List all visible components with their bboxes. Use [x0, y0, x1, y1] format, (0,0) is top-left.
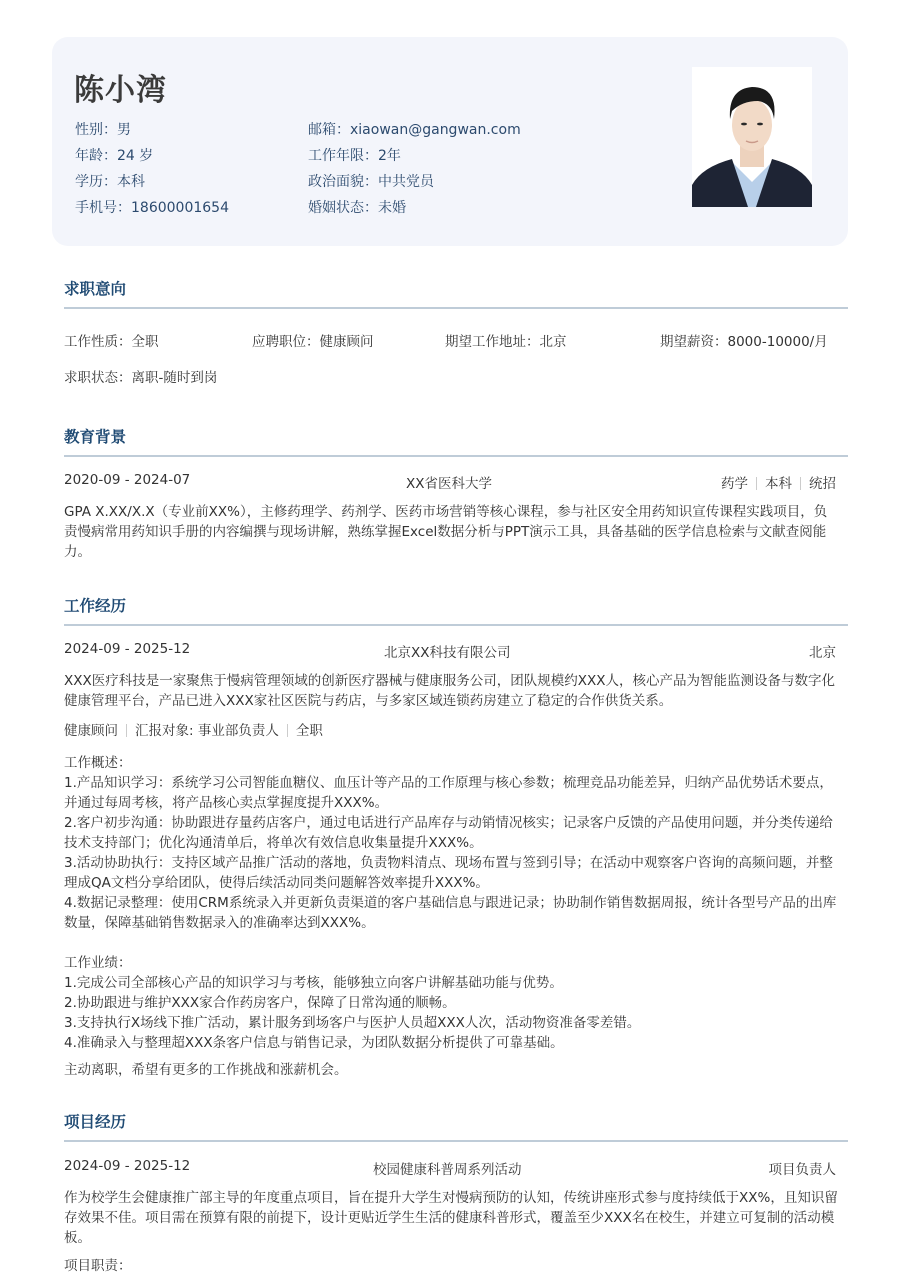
school-name: XX省医科大学 — [406, 476, 492, 492]
project-description: 作为校学生会健康推广部主导的年度重点项目，旨在提升大学生对慢病预防的认知，传统讲座形式参与度持续低于XX%，且知识留存效果不佳。项目需在预算有限的前提下，设计更贴近学生生活的健康科普形式，覆盖至少XXX名在校生，并建立可复制的活动模板。 — [64, 1190, 838, 1246]
section-project — [64, 1110, 848, 1274]
section-title: 项目经历 — [64, 1113, 127, 1131]
field-position: 应聘职位：健康顾问 — [252, 334, 374, 350]
profile-header — [52, 37, 848, 246]
overview-item: 2.客户初步沟通：协助跟进存量药店客户，通过电话进行产品库存与动销情况核实；记录客户反馈的产品使用问题，并分类传递给技术支持部门；优化沟通清单后，将单次有效信息收集量提升XXX%。 — [64, 815, 833, 851]
overview-item: 1.产品知识学习：系统学习公司智能血糖仪、血压计等产品的工作原理与核心参数；梳理竞品功能差异，归纳产品优势话术要点，并通过每周考核，将产品核心卖点掌握度提升XXX%。 — [64, 775, 833, 811]
overview-item: 3.活动协助执行：支持区域产品推广活动的落地，负责物料清点、现场布置与签到引导；在活动中观察客户咨询的高频问题，并整理成QA文档分享给团队，使得后续活动同类问题解答效率提升XXX%。 — [64, 855, 833, 891]
tag-separator — [800, 477, 801, 490]
candidate-name: 陈小湾 — [74, 73, 167, 108]
info-education: 学历：本科 — [75, 174, 145, 190]
education-description: GPA X.XX/X.X（专业前XX%），主修药理学、药剂学、医药市场营销等核心课程，参与社区安全用药知识宣传课程实践项目，负责慢病常用药知识手册的内容编撰与现场讲解，熟练掌握Excel数据分析与PPT演示工具，具备基础的医学信息检索与文献查阅能力。 — [64, 504, 828, 560]
leave-reason: 主动离职，希望有更多的工作挑战和涨薪机会。 — [64, 1062, 348, 1078]
field-status: 求职状态：离职-随时到岗 — [64, 370, 218, 386]
tag-separator — [126, 724, 127, 737]
achievement-item: 4.准确录入与整理超XXX条客户信息与销售记录，为团队数据分析提供了可靠基础。 — [64, 1035, 564, 1051]
work-location: 北京 — [809, 645, 836, 661]
info-age: 年龄：24 岁 — [75, 148, 154, 164]
project-period: 2024-09 - 2025-12 — [64, 1158, 191, 1174]
tag-separator — [287, 724, 288, 737]
section-divider — [64, 1140, 848, 1142]
work-achievements — [64, 953, 839, 1053]
section-title: 教育背景 — [64, 428, 127, 446]
section-divider — [64, 307, 848, 309]
field-job-type: 工作性质：全职 — [64, 334, 159, 350]
profile-photo — [692, 67, 812, 207]
achievement-item: 1.完成公司全部核心产品的知识学习与考核，能够独立向客户讲解基础功能与优势。 — [64, 975, 563, 991]
email-link[interactable]: xiaowan@gangwan.com — [350, 122, 521, 138]
project-role: 项目负责人 — [768, 1162, 836, 1178]
field-location: 期望工作地址：北京 — [445, 334, 567, 350]
tag-separator — [756, 477, 757, 490]
section-divider — [64, 455, 848, 457]
project-duties-title: 项目职责： — [64, 1258, 132, 1274]
achievement-item: 2.协助跟进与维护XXX家合作药房客户，保障了日常沟通的顺畅。 — [64, 995, 456, 1011]
info-gender: 性别：男 — [75, 122, 131, 138]
education-period: 2020-09 - 2024-07 — [64, 472, 191, 488]
field-salary: 期望薪资：8000-10000/月 — [660, 334, 828, 350]
project-name: 校园健康科普周系列活动 — [373, 1162, 522, 1178]
company-name: 北京XX科技有限公司 — [384, 645, 511, 661]
work-period: 2024-09 - 2025-12 — [64, 641, 191, 657]
work-tags: 健康顾问 汇报对象: 事业部负责人 全职 — [64, 723, 323, 739]
info-work-years: 工作年限：2年 — [308, 148, 401, 164]
section-divider — [64, 624, 848, 626]
portrait-icon — [692, 67, 812, 207]
overview-title: 工作概述： — [64, 755, 132, 771]
overview-item: 4.数据记录整理：使用CRM系统录入并更新负责渠道的客户基础信息与跟进记录；协助制作销售数据周报，统计各型号产品的出库数量，保障基础销售数据录入的准确率达到XXX%。 — [64, 895, 837, 931]
company-description: XXX医疗科技是一家聚焦于慢病管理领域的创新医疗器械与健康服务公司，团队规模约XXX人，核心产品为智能监测设备与数字化健康管理平台，产品已进入XXX家社区医院与药店，与多家区域连锁药房建立了稳定的合作供货关系。 — [64, 673, 835, 709]
info-phone: 手机号：18600001654 — [75, 200, 229, 216]
achievements-title: 工作业绩： — [64, 955, 132, 971]
education-tags: 药学 本科 统招 — [721, 476, 836, 492]
section-title: 求职意向 — [64, 280, 127, 298]
work-overview — [64, 753, 839, 933]
section-education — [64, 425, 848, 560]
section-title: 工作经历 — [64, 597, 127, 615]
info-political: 政治面貌：中共党员 — [308, 174, 434, 190]
section-work — [64, 594, 848, 1078]
info-marital: 婚姻状态：未婚 — [308, 200, 406, 216]
info-email: 邮箱：xiaowan@gangwan.com — [308, 122, 521, 138]
section-job-intention — [64, 277, 848, 386]
achievement-item: 3.支持执行X场线下推广活动，累计服务到场客户与医护人员超XXX人次，活动物资准备零差错。 — [64, 1015, 641, 1031]
